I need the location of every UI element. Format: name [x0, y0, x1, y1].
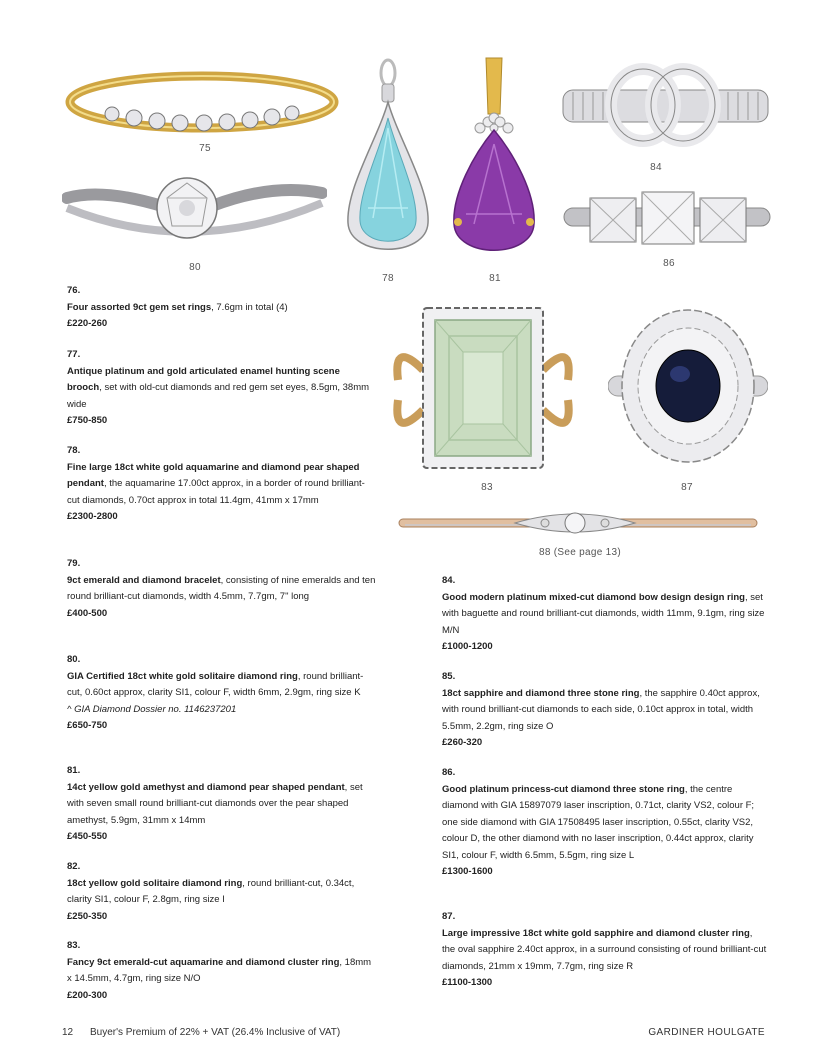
lot-estimate: £2300-2800	[67, 511, 118, 522]
lot-estimate: £1000-1200	[442, 641, 493, 652]
caption-86: 86	[663, 258, 675, 269]
lot-title: Fine large 18ct white gold aquamarine and diamond pear shaped pendant	[67, 461, 360, 489]
lot-estimate: £400-500	[67, 607, 108, 619]
lot-description: , round brilliant-cut, 0.60ct approx, clarity SI1, colour F, width 6mm, 2.9gm, ring size K	[67, 670, 364, 698]
lot-82	[67, 859, 377, 925]
lot-83	[67, 938, 377, 1004]
lot-title: 18ct sapphire and diamond three stone ring	[442, 687, 640, 699]
ring-image-86	[562, 186, 772, 256]
caption-81: 81	[489, 273, 501, 284]
brooch-image-88	[395, 505, 761, 541]
lot-number: 84.	[442, 575, 456, 586]
lot-description: , the oval sapphire 2.40ct approx, in a surround consisting of round brilliant-cut diamonds, 21mm x 19mm, 7.7gm, ring size R	[442, 927, 767, 972]
buyers-premium-note: Buyer's Premium of 22% + VAT (26.4% Inclusive of VAT)	[90, 1027, 341, 1038]
lot-estimate: £200-300	[67, 989, 108, 1001]
lot-number: 77.	[67, 349, 81, 360]
lot-77	[67, 347, 377, 430]
ring-image-75	[62, 64, 342, 144]
lot-number: 81.	[67, 765, 81, 776]
caption-84: 84	[650, 162, 662, 173]
lot-78	[67, 443, 377, 526]
lot-number: 78.	[67, 445, 81, 456]
caption-87: 87	[681, 482, 693, 493]
lot-number: 85.	[442, 671, 456, 682]
lot-number: 79.	[67, 558, 81, 569]
lot-description: , set with baguette and round brilliant-cut diamonds, width 11mm, 9.1gm, ring size M/N	[442, 591, 765, 636]
lot-description: , the centre diamond with GIA 15897079 laser inscription, 0.71ct, clarity VS2, colour F; one side diamond with GIA 17508495 laser inscription, 0.55ct, clarity VS2, colour D, the other diamond with no laser inscription, 0.44ct approx, clarity SI1, colour F, width 6.5mm, 5.5gm, ring size L	[442, 783, 755, 861]
lot-76	[67, 283, 377, 333]
lot-title: Good platinum princess-cut diamond three stone ring	[442, 783, 685, 795]
lot-title: Fancy 9ct emerald-cut aquamarine and diamond cluster ring	[67, 956, 340, 968]
lot-description: , 18mm x 14.5mm, 4.7gm, ring size N/O	[67, 956, 372, 984]
lot-title: Good modern platinum mixed-cut diamond bow design design ring	[442, 591, 745, 603]
lot-86	[442, 765, 767, 881]
lot-description: , set with seven small round brilliant-cut diamonds over the pear shaped amethyst, 5.9gm, 31mm x 14mm	[67, 781, 363, 826]
lot-estimate: £250-350	[67, 910, 108, 922]
lot-description: , consisting of nine emeralds and ten round brilliant-cut diamonds, width 4.5mm, 7.7gm, 7" long	[67, 574, 376, 602]
lot-title: Antique platinum and gold articulated enamel hunting scene brooch	[67, 365, 340, 393]
lot-number: 83.	[67, 940, 81, 951]
caption-78: 78	[382, 273, 394, 284]
lot-title: Four assorted 9ct gem set rings	[67, 301, 212, 313]
lot-81	[67, 763, 377, 846]
lot-number: 87.	[442, 911, 456, 922]
lot-description: , the aquamarine 17.00ct approx, in a border of round brilliant-cut diamonds, 0.70ct approx in total 11.4gm, 41mm x 17mm	[67, 478, 365, 506]
lot-estimate: £260-320	[442, 737, 483, 748]
lot-87	[442, 909, 767, 992]
caption-88: 88 (See page 13)	[538, 547, 622, 558]
lot-85	[442, 669, 767, 752]
lot-title: Large impressive 18ct white gold sapphire and diamond cluster ring	[442, 927, 750, 939]
lot-estimate: £750-850	[67, 415, 108, 426]
lot-number: 80.	[67, 654, 81, 665]
lot-description: , the sapphire 0.40ct approx, with round brilliant-cut diamonds to each side, 0.10ct approx in total, width 5.5mm, 2.2gm, ring size O	[442, 687, 760, 732]
caption-75: 75	[199, 143, 211, 154]
page-number: 12	[62, 1027, 74, 1038]
lot-80	[67, 652, 377, 735]
ring-image-83	[393, 300, 573, 480]
ring-image-84	[558, 60, 773, 160]
brand-name: GARDINER HOULGATE	[648, 1027, 765, 1038]
lot-title: GIA Certified 18ct white gold solitaire diamond ring	[67, 670, 298, 682]
lot-estimate: £220-260	[67, 318, 108, 329]
lot-estimate: £450-550	[67, 831, 108, 842]
lot-estimate: £1300-1600	[442, 866, 493, 877]
caption-83: 83	[481, 482, 493, 493]
pendant-image-78	[338, 58, 438, 268]
lot-description: , 7.6gm in total (4)	[211, 301, 288, 313]
lot-79	[67, 556, 377, 622]
lot-number: 82.	[67, 861, 81, 872]
pendant-image-81	[444, 54, 544, 269]
lot-number: 76.	[67, 285, 81, 296]
lot-title: 18ct yellow gold solitaire diamond ring	[67, 877, 243, 889]
caption-80: 80	[189, 262, 201, 273]
lot-title: 9ct emerald and diamond bracelet	[67, 574, 221, 586]
lot-description: , set with old-cut diamonds and red gem set eyes, 8.5gm, 38mm wide	[67, 382, 370, 410]
lot-note: ^ GIA Diamond Dossier no. 1146237201	[67, 703, 237, 715]
lot-description: , round brilliant-cut, 0.34ct, clarity SI1, colour F, 2.8gm, ring size I	[67, 877, 355, 905]
lot-number: 86.	[442, 767, 456, 778]
lot-title: 14ct yellow gold amethyst and diamond pear shaped pendant	[67, 781, 345, 793]
lot-84	[442, 573, 767, 656]
lot-estimate: £650-750	[67, 720, 108, 731]
lot-estimate: £1100-1300	[442, 977, 493, 988]
ring-image-87	[608, 298, 768, 478]
ring-image-80	[62, 168, 327, 258]
